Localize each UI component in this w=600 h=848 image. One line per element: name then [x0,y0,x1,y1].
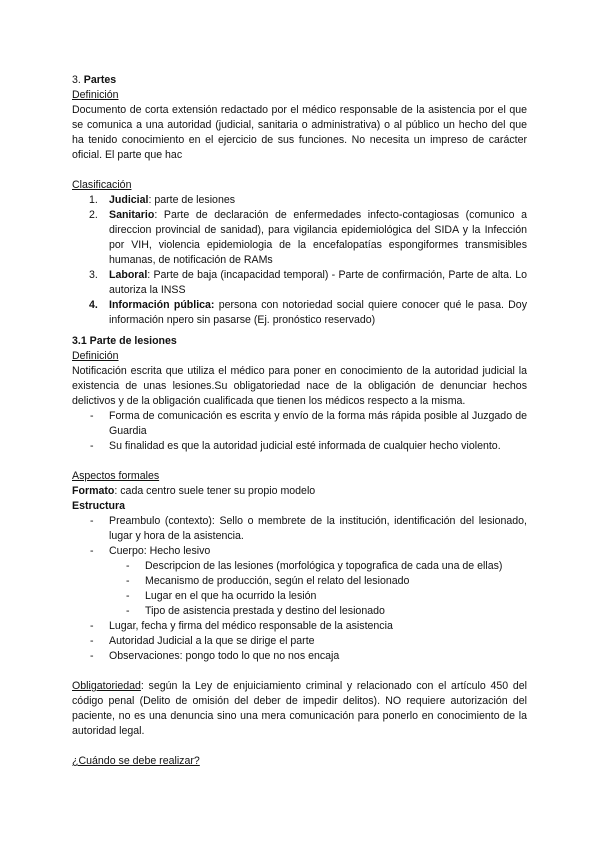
section-3-1-title: 3.1 Parte de lesiones [72,335,177,347]
list-item: - Preambulo (contexto): Sello o membrete de la institución, identificación del lesionado, lugar y hora de la asistencia. [90,515,527,542]
item-text: : Parte de baja (incapacidad temporal) - Parte de confirmación, Parte de alta. Lo autoriza la INSS [109,269,527,296]
list-number: 3. [89,269,98,281]
list-item: - Lugar, fecha y firma del médico responsable de la asistencia [90,620,393,632]
item-text: : Parte de declaración de enfermedades infecto-contagiosas (comunico a direccion provincial de sanidad), para vigilancia epidemiológica del SIDA y la Infección por VIH, violencia epidemiologia de la encefalopatías espongiformes transmisibles humanas, de notificación de RAMs [109,209,527,266]
definicion-bullets [72,409,527,454]
list-item: - Observaciones: pongo todo lo que no nos encaja [90,650,340,662]
item-label: Laboral [109,269,148,281]
estructura-label: Estructura [72,500,125,512]
obligatoriedad-label: Obligatoriedad [72,680,141,692]
formato-text: : cada centro suele tener su propio modelo [114,485,316,497]
section-3-title: Partes [83,74,117,86]
clasificacion-item-sanitario [72,208,527,268]
clasificacion-item-informacion-publica [72,298,527,328]
definicion-paragraph: Documento de corta extensión redactado por el médico responsable de la asistencia por el que se comunica a una autoridad (judicial, sanitaria o administrativa) o al público un hecho del que ha tenido conocimiento en el ejercicio de sus funciones. No necesita un impreso de carácter oficial. El parte que hac [72,104,527,161]
cuerpo-sublist [72,559,527,619]
definicion-heading: Definición [72,89,119,101]
clasificacion-item-laboral [72,268,527,298]
list-item: - Autoridad Judicial a la que se dirige el parte [90,635,315,647]
obligatoriedad-text: : según la Ley de enjuiciamiento criminal y relacionado con el artículo 450 del código penal (Delito de omisión del deber de impedir delitos). NO requiere autorización del paciente, no es una denuncia sino una mera comunicación para ponerlo en conocimiento de la autoridad legal. [72,680,527,737]
definicion-heading-3-1: Definición [72,350,119,362]
list-item: - Cuerpo: Hecho lesivo - Descripcion de las lesiones (morfológica y topografica de cada una de ellas) - Mecanismo de producción, según el relato del lesionado - Lugar en el que ha ocurrido la lesión - Tipo de asistencia prestada y destino del lesionado [72,544,527,619]
item-text: persona con notoriedad social quiere conocer qué le pasa. Doy información npero sin pasarse (Ej. pronóstico reservado) [109,299,527,326]
formato-label: Formato [72,485,115,497]
list-item: - Su finalidad es que la autoridad judicial esté informada de cualquier hecho violento. [90,440,501,452]
item-label: Sanitario [109,209,155,221]
list-item: - Mecanismo de producción, según el relato del lesionado [126,575,410,587]
clasificacion-item-judicial [72,193,527,208]
clasificacion-heading: Clasificación [72,179,132,191]
list-item: - Lugar en el que ha ocurrido la lesión [126,590,317,602]
obligatoriedad-paragraph [72,679,527,739]
list-item: - Descripcion de las lesiones (morfológica y topografica de cada una de ellas) [126,560,503,572]
definicion-paragraph-3-1: Notificación escrita que utiliza el médico para poner en conocimiento de la autoridad judicial la existencia de unas lesiones.Su obligatoriedad nace de la obligación de denunciar hechos delictivos y de la obligación cualificada que tienen los médicos respecto a la misma. [72,365,527,407]
estructura-list [72,514,527,664]
list-item: - Forma de comunicación es escrita y envío de la forma más rápida posible al Juzgado de Guardia [90,410,527,437]
item-label: Información pública: [109,299,215,311]
list-item: - Tipo de asistencia prestada y destino del lesionado [126,605,385,617]
item-text: : parte de lesiones [148,194,236,206]
item-label: Judicial [109,194,149,206]
cuando-heading: ¿Cuándo se debe realizar? [72,755,200,767]
list-number: 2. [89,209,98,221]
clasificacion-list [72,193,527,328]
section-3-number: 3. [72,74,81,86]
formato-line [72,484,527,499]
aspectos-formales-heading: Aspectos formales [72,470,160,482]
list-number: 4. [89,299,98,311]
section-3-heading [72,73,527,88]
list-number: 1. [89,194,98,206]
document-page [72,73,527,769]
